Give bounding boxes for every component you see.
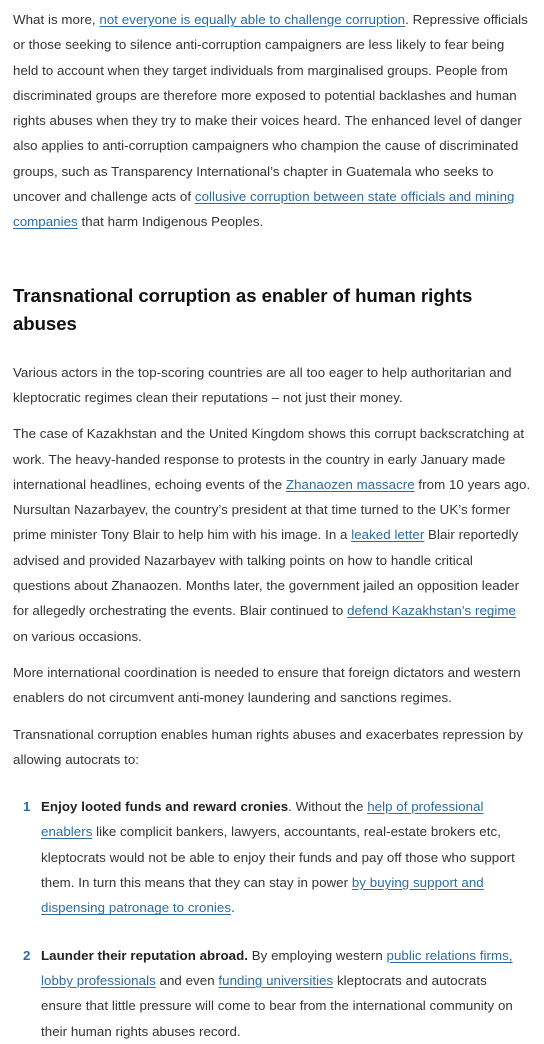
link-defend-kazakhstan-regime[interactable]: defend Kazakhstan’s regime (347, 603, 516, 619)
link-public-relations-lobby[interactable]: public relations firms, lobby professionals (41, 947, 513, 988)
paragraph-kazakhstan-uk: The case of Kazakhstan and the United Kingdom shows this corrupt backscratching at work. The heavy-handed response to protests in the country in early January made international headlines, echoing events of the Zhanaozen massacre from 10 years ago. Nursultan Nazarbayev, the country’s president at that time turned to the UK’s former prime minister Tony Blair to help him with his image. In a leaked letter Blair reportedly advised and provided Nazarbayev with talking points on how to handle critical questions about Zhanaozen. Months later, the government jailed an opposition leader for allegedly orchestrating the events. Blair continued to defend Kazakhstan’s regime on various occasions. (13, 426, 531, 644)
section-heading: Transnational corruption as enabler of human rights abuses (13, 284, 473, 334)
autocrat-enablers-list (13, 794, 531, 1044)
paragraph-top-scoring-countries: Various actors in the top-scoring countries are all too eager to help authoritarian and kleptocratic regimes clean their reputations – not just their money. (13, 364, 512, 405)
article-body (0, 7, 544, 1044)
link-help-of-professional-enablers[interactable]: help of professional enablers (41, 799, 484, 840)
list-item-title: Enjoy looted funds and reward cronies (41, 799, 289, 815)
link-zhanaozen-massacre[interactable]: Zhanaozen massacre (285, 476, 415, 492)
list-number: 1 (23, 799, 31, 815)
list-item: 1 Enjoy looted funds and reward cronies. Without the help of professional enablers like complicit bankers, lawyers, accountants, real-estate brokers etc, kleptocrats would not be able to enjoy their funds and pay off those who support them. In turn this means that they can stay in power by buying support and dispensing patronage to cronies. (13, 794, 531, 920)
paragraph-marginalised-groups: What is more, not everyone is equally able to challenge corruption. Repressive officials or those seeking to silence anti-corruption campaigners are less likely to fear being held to account when they target individuals from marginalised groups. People from discriminated groups are therefore more exposed to potential backlashes and human rights abuses when they try to make their voices heard. The enhanced level of danger also applies to anti-corruption campaigners who champion the cause of discriminated groups, such as Transparency International’s chapter in Guatemala who seeks to uncover and challenge acts of collusive corruption between state officials and mining companies that harm Indigenous Peoples. (13, 12, 528, 230)
link-collusive-corruption-mining[interactable]: collusive corruption between state officials and mining companies (13, 189, 515, 230)
link-leaked-letter[interactable]: leaked letter (351, 527, 425, 543)
paragraph-transnational-corruption-enables: Transnational corruption enables human rights abuses and exacerbates repression by allowing autocrats to: (13, 726, 523, 767)
paragraph-international-coordination: More international coordination is needed to ensure that foreign dictators and western enablers do not circumvent anti-money laundering and sanctions regimes. (13, 664, 521, 706)
link-funding-universities[interactable]: funding universities (218, 972, 334, 988)
link-buying-support-patronage[interactable]: by buying support and dispensing patronage to cronies (41, 875, 484, 916)
list-item-title: Launder their reputation abroad. (41, 947, 248, 963)
list-item: 2 Launder their reputation abroad. By employing western public relations firms, lobby professionals and even funding universities kleptocrats and autocrats ensure that little pressure will come to bear from the international community on their human rights abuses record. (13, 943, 531, 1044)
link-not-everyone-equally-able[interactable]: not everyone is equally able to challenge corruption (99, 12, 406, 27)
list-number: 2 (23, 947, 31, 963)
